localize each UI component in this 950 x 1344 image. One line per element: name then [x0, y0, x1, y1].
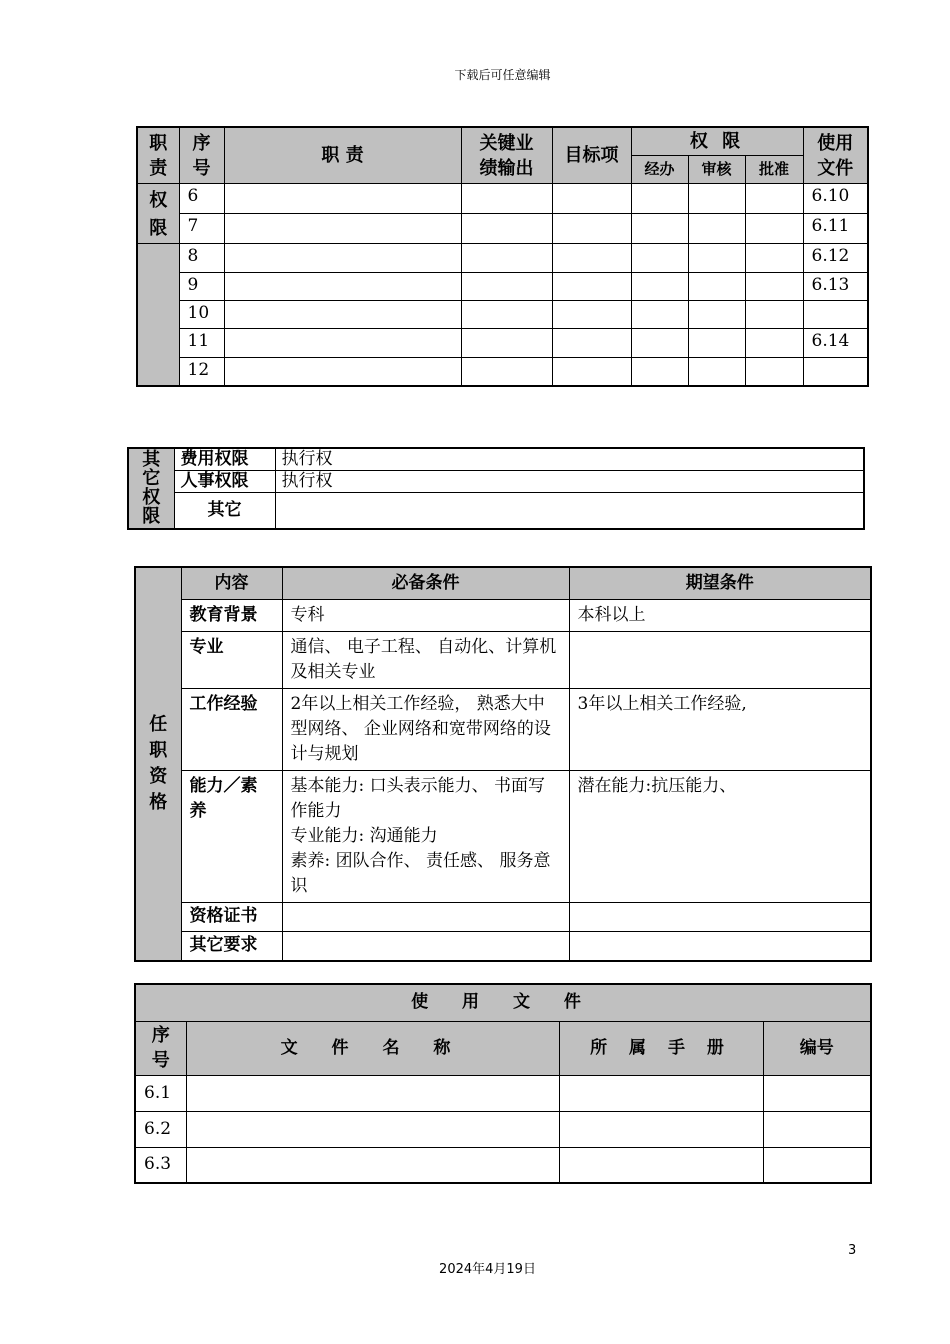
table-row — [137, 272, 868, 300]
required-header: 必备条件 — [282, 567, 569, 600]
required-value: 2年以上相关工作经验， 熟悉大中型网络、 企业网络和宽带网络的设计与规划 — [282, 689, 569, 771]
row-seq: 7 — [179, 214, 224, 244]
doc-name-header: 文 件 名 称 — [186, 1021, 559, 1075]
doc-manual-header: 所 属 手 册 — [559, 1021, 763, 1075]
table-row — [135, 932, 871, 961]
qualification-label: 专业 — [181, 632, 282, 689]
table-row — [135, 771, 871, 903]
expected-value: 潜在能力:抗压能力、 — [569, 771, 871, 903]
authority-row-value: 执行权 — [275, 471, 864, 493]
page-date: 2024年4月19日 — [439, 1262, 536, 1277]
table-row — [135, 600, 871, 632]
expected-value: 本科以上 — [569, 600, 871, 632]
row-seq: 11 — [179, 329, 224, 357]
table-row — [137, 301, 868, 329]
professional-ability-line: 专业能力: 沟通能力 — [290, 826, 438, 846]
required-value: 专科 — [282, 600, 569, 632]
qualification-label: 资格证书 — [181, 903, 282, 932]
target-header: 目标项 — [552, 127, 631, 184]
docs-header: 使用文件 — [803, 127, 868, 184]
row-seq: 10 — [179, 301, 224, 329]
authority-section-label: 权限 — [137, 184, 179, 244]
expected-header: 期望条件 — [569, 567, 871, 600]
authority-header: 权 限 — [631, 127, 803, 155]
table-row — [135, 1111, 871, 1147]
authority-row-label: 人事权限 — [174, 471, 275, 493]
qualification-label: 其它要求 — [181, 932, 282, 961]
other-authority-table — [127, 447, 865, 530]
table-row — [137, 357, 868, 385]
table-row — [135, 632, 871, 689]
documents-title: 使 用 文 件 — [135, 984, 871, 1021]
table-row — [135, 903, 871, 932]
qualification-section-label: 任职资格 — [135, 567, 181, 961]
doc-seq: 6.3 — [135, 1147, 186, 1183]
table-row — [137, 184, 868, 214]
duty-header: 职 责 — [224, 127, 461, 184]
required-value — [282, 903, 569, 932]
required-value — [282, 932, 569, 961]
qualification-label: 能力／素养 — [181, 771, 282, 903]
authority-row-label: 费用权限 — [174, 448, 275, 471]
documents-table — [134, 983, 872, 1184]
table-row — [137, 214, 868, 244]
doc-code-header: 编号 — [763, 1021, 871, 1075]
doc-seq: 6.2 — [135, 1111, 186, 1147]
required-value — [282, 771, 569, 903]
page-header: 下载后可任意编辑 — [454, 68, 551, 82]
row-doc — [803, 301, 868, 329]
table-row — [137, 244, 868, 272]
table-row — [128, 448, 864, 471]
duty-section-label: 职责 — [137, 127, 179, 184]
row-doc: 6.10 — [803, 184, 868, 214]
table-row — [128, 471, 864, 493]
authority-row-label: 其它 — [174, 493, 275, 529]
handle-header: 经办 — [631, 155, 688, 183]
expected-value — [569, 903, 871, 932]
row-seq: 9 — [179, 272, 224, 300]
qualification-table — [134, 566, 872, 962]
qualification-label: 教育背景 — [181, 600, 282, 632]
table-row — [128, 493, 864, 529]
authority-row-value: 执行权 — [275, 448, 864, 471]
expected-value — [569, 632, 871, 689]
page-number: 3 — [848, 1243, 857, 1258]
row-doc — [803, 357, 868, 385]
qualification-label: 工作经验 — [181, 689, 282, 771]
review-header: 审核 — [688, 155, 745, 183]
table-row — [135, 689, 871, 771]
quality-line: 素养: 团队合作、 责任感、 服务意识 — [290, 851, 551, 896]
doc-seq-header: 序号 — [135, 1021, 186, 1075]
duty-table — [136, 126, 869, 387]
row-seq: 8 — [179, 244, 224, 272]
approve-header: 批准 — [745, 155, 803, 183]
doc-seq: 6.1 — [135, 1075, 186, 1111]
section-filler — [137, 244, 179, 386]
table-row — [135, 1075, 871, 1111]
row-doc: 6.13 — [803, 272, 868, 300]
required-value: 通信、 电子工程、 自动化、计算机及相关专业 — [282, 632, 569, 689]
row-doc: 6.11 — [803, 214, 868, 244]
kpi-header: 关键业绩输出 — [461, 127, 552, 184]
content-header: 内容 — [181, 567, 282, 600]
other-authority-label: 其它权限 — [128, 448, 174, 529]
table-row — [137, 329, 868, 357]
row-seq: 6 — [179, 184, 224, 214]
row-doc: 6.14 — [803, 329, 868, 357]
basic-ability-line: 基本能力: 口头表示能力、 书面写作能力 — [290, 776, 546, 821]
seq-header: 序号 — [179, 127, 224, 184]
table-row — [135, 1147, 871, 1183]
row-doc: 6.12 — [803, 244, 868, 272]
expected-value — [569, 932, 871, 961]
row-seq: 12 — [179, 357, 224, 385]
authority-row-value — [275, 493, 864, 529]
expected-value: 3年以上相关工作经验, — [569, 689, 871, 771]
